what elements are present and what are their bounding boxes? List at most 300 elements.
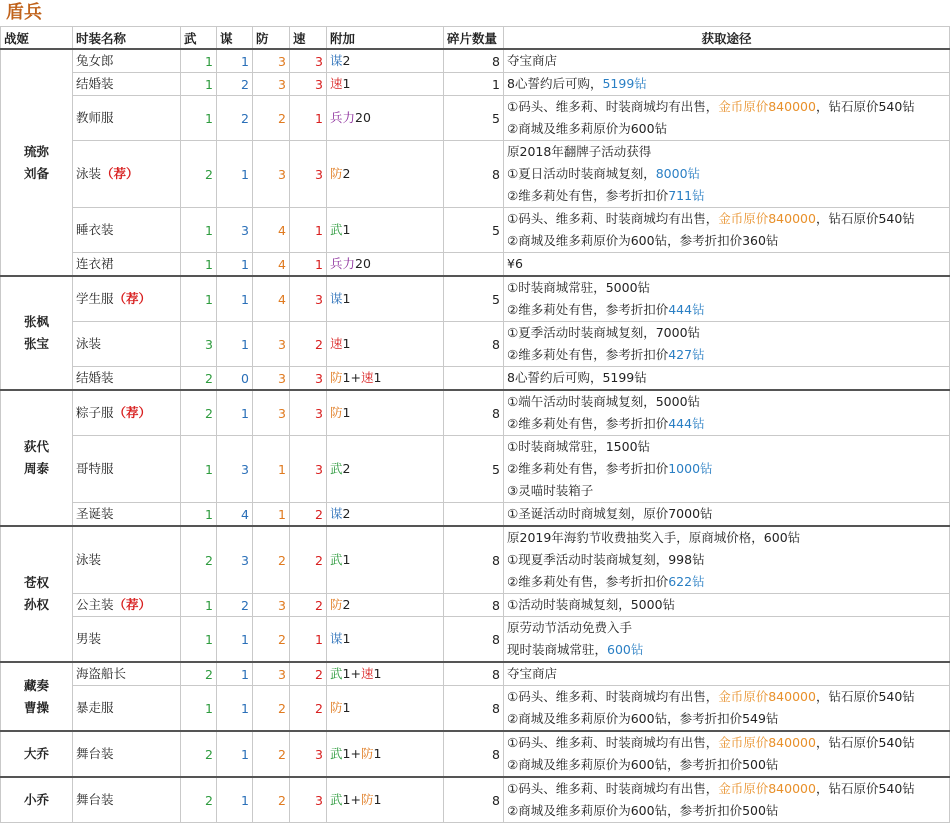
extra-bonus-cell: [327, 276, 444, 322]
stat-su: 2: [290, 662, 327, 686]
extra-bonus-cell: [327, 253, 444, 277]
acquisition-line: [507, 800, 946, 822]
extra-bonus-cell: [327, 594, 444, 617]
acquisition-line: [507, 617, 946, 639]
fragment-count: 8: [444, 617, 504, 663]
acquisition-cell: [504, 777, 950, 823]
extra-segment: 2: [342, 506, 351, 521]
extra-bonus-cell: [327, 436, 444, 503]
stat-su: 2: [290, 322, 327, 367]
acquisition-line: [507, 663, 946, 685]
fragment-count: [444, 253, 504, 277]
costume-name-cell: [73, 253, 181, 277]
recommend-tag: （荐）: [113, 291, 152, 306]
extra-segment: 谋: [330, 291, 343, 306]
acquisition-cell: [504, 367, 950, 391]
extra-segment: 1: [342, 405, 351, 420]
stat-fang: 2: [253, 777, 290, 823]
acquisition-line: [507, 230, 946, 252]
costume-name: 暴走服: [76, 700, 114, 715]
stat-wu: 2: [181, 526, 217, 594]
stat-mou: 3: [217, 526, 253, 594]
extra-segment: 防: [330, 597, 343, 612]
extra-segment: 速: [330, 336, 343, 351]
costume-name: 舞台装: [76, 792, 114, 807]
fragment-count: 8: [444, 322, 504, 367]
hero-name-cell: [1, 49, 73, 276]
hero-name-line: 曹操: [23, 699, 49, 715]
table-row: [1, 141, 950, 208]
extra-bonus-cell: [327, 367, 444, 391]
costume-name-line: [76, 367, 177, 389]
stat-fang: 3: [253, 49, 290, 73]
extra-segment: 1: [373, 666, 382, 681]
costume-name-cell: [73, 617, 181, 663]
acquisition-segment: ¥6: [507, 256, 523, 271]
costume-name: 粽子服: [76, 405, 114, 420]
hero-name-line: 孙权: [23, 597, 49, 612]
table-row: [1, 253, 950, 277]
stat-su: 2: [290, 594, 327, 617]
extra-bonus-line: [330, 697, 440, 719]
costume-name-line: [76, 628, 177, 650]
stat-wu: 1: [181, 208, 217, 253]
extra-bonus-cell: [327, 49, 444, 73]
extra-bonus-cell: [327, 662, 444, 686]
costume-name-cell: [73, 503, 181, 527]
stat-wu: 2: [181, 367, 217, 391]
costume-name: 圣诞装: [76, 506, 114, 521]
stat-mou: 2: [217, 96, 253, 141]
stat-wu: 1: [181, 73, 217, 96]
stat-mou: 1: [217, 777, 253, 823]
acquisition-segment: ①夏日活动时装商城复刻，: [507, 166, 656, 181]
acquisition-segment: 现时装商城常驻，: [507, 642, 608, 657]
stat-fang: 3: [253, 662, 290, 686]
acquisition-segment: 622钻: [668, 574, 705, 589]
costume-name: 泳装: [76, 166, 102, 181]
acquisition-line: [507, 503, 946, 525]
extra-segment: 速: [360, 370, 374, 385]
acquisition-segment: 8心誓约后可购，5199钻: [507, 370, 647, 385]
stat-fang: 2: [253, 96, 290, 141]
acquisition-line: [507, 73, 946, 95]
acquisition-line: [507, 594, 946, 616]
acquisition-segment: ，钻石原价540钻: [815, 211, 915, 226]
acquisition-segment: ，钻石原价540钻: [815, 781, 915, 796]
costume-name-line: [76, 594, 177, 616]
fragment-count: 8: [444, 526, 504, 594]
extra-bonus-cell: [327, 777, 444, 823]
acquisition-segment: ②维多莉处有售，参考折扣价: [507, 461, 669, 476]
acquisition-segment: ②维多莉处有售，参考折扣价: [507, 574, 669, 589]
stat-fang: 2: [253, 731, 290, 777]
extra-segment: 1+: [342, 792, 361, 807]
stat-su: 1: [290, 96, 327, 141]
acquisition-segment: ①码头、维多莉、时装商城均有出售，: [507, 689, 719, 704]
stat-wu: 2: [181, 731, 217, 777]
costume-name: 兔女郎: [76, 53, 114, 68]
header-costume-name: 时装名称: [73, 27, 181, 50]
extra-bonus-line: [330, 628, 440, 650]
extra-segment: 谋: [330, 506, 343, 521]
stat-wu: 1: [181, 49, 217, 73]
stat-wu: 1: [181, 503, 217, 527]
hero-name-line: 苍权: [23, 575, 49, 590]
fragment-count: 5: [444, 276, 504, 322]
table-row: [1, 73, 950, 96]
extra-segment: 1: [342, 552, 351, 567]
acquisition-line: [507, 639, 946, 661]
costume-name-cell: [73, 436, 181, 503]
acquisition-line: [507, 253, 946, 275]
table-row: [1, 367, 950, 391]
acquisition-cell: [504, 617, 950, 663]
hero-name-cell: [1, 731, 73, 777]
acquisition-segment: ②商城及维多莉原价为600钻，参考折扣价360钻: [507, 233, 779, 248]
stat-su: 3: [290, 436, 327, 503]
hero-name-line: 小乔: [23, 792, 49, 807]
stat-mou: 1: [217, 686, 253, 732]
acquisition-cell: [504, 436, 950, 503]
extra-segment: 1: [373, 746, 382, 761]
extra-bonus-line: [330, 73, 440, 95]
extra-bonus-cell: [327, 208, 444, 253]
acquisition-segment: ，钻石原价540钻: [815, 735, 915, 750]
acquisition-line: [507, 527, 946, 549]
acquisition-line: [507, 436, 946, 458]
costume-name-cell: [73, 73, 181, 96]
extra-segment: 兵力: [330, 256, 356, 271]
fragment-count: [444, 367, 504, 391]
table-row: [1, 686, 950, 732]
stat-wu: 1: [181, 617, 217, 663]
stat-wu: 1: [181, 436, 217, 503]
extra-bonus-cell: [327, 390, 444, 436]
extra-bonus-line: [330, 402, 440, 424]
stat-fang: 1: [253, 503, 290, 527]
hero-name-line: 刘备: [23, 165, 49, 181]
extra-bonus-cell: [327, 526, 444, 594]
stat-mou: 3: [217, 436, 253, 503]
extra-bonus-line: [330, 288, 440, 310]
acquisition-segment: ②商城及维多莉原价为600钻，参考折扣价549钻: [507, 711, 779, 726]
acquisition-segment: ②商城及维多莉原价为600钻: [507, 121, 668, 136]
hero-name-cell: [1, 526, 73, 662]
acquisition-segment: 原2019年海豹节收费抽奖入手，原商城价格，600钻: [507, 530, 801, 545]
costume-name-cell: [73, 594, 181, 617]
acquisition-segment: ②商城及维多莉原价为600钻，参考折扣价500钻: [507, 757, 779, 772]
hero-name-line: 张宝: [23, 336, 49, 351]
fragment-count: 5: [444, 208, 504, 253]
acquisition-segment: ①端午活动时装商城复刻，5000钻: [507, 394, 701, 409]
stat-mou: 1: [217, 731, 253, 777]
acquisition-segment: 711钻: [668, 188, 705, 203]
costume-name-cell: [73, 526, 181, 594]
extra-bonus-cell: [327, 141, 444, 208]
costume-name-line: [76, 163, 177, 185]
stat-wu: 1: [181, 253, 217, 277]
stat-wu: 1: [181, 686, 217, 732]
acquisition-segment: 444钻: [668, 416, 705, 431]
costume-name: 结婚装: [76, 76, 114, 91]
header-row: [1, 27, 950, 50]
fragment-count: 8: [444, 686, 504, 732]
extra-bonus-line: [330, 367, 440, 389]
extra-bonus-cell: [327, 503, 444, 527]
acquisition-segment: ①码头、维多莉、时装商城均有出售，: [507, 99, 719, 114]
stat-mou: 1: [217, 276, 253, 322]
extra-bonus-cell: [327, 731, 444, 777]
extra-segment: 1+: [342, 370, 361, 385]
stat-mou: 0: [217, 367, 253, 391]
fragment-count: 1: [444, 73, 504, 96]
stat-wu: 1: [181, 96, 217, 141]
table-row: [1, 390, 950, 436]
acquisition-cell: [504, 96, 950, 141]
acquisition-segment: ②商城及维多莉原价为600钻，参考折扣价500钻: [507, 803, 779, 818]
costume-name-cell: [73, 96, 181, 141]
table-row: [1, 322, 950, 367]
costume-table: [0, 26, 950, 823]
stat-mou: 2: [217, 594, 253, 617]
table-row: [1, 526, 950, 594]
acquisition-line: [507, 778, 946, 800]
costume-name: 睡衣装: [76, 222, 114, 237]
table-row: [1, 208, 950, 253]
acquisition-line: [507, 413, 946, 435]
acquisition-cell: [504, 390, 950, 436]
acquisition-segment: ②维多莉处有售，参考折扣价: [507, 302, 669, 317]
extra-segment: 1: [342, 700, 351, 715]
extra-segment: 武: [330, 666, 343, 681]
stat-su: 3: [290, 390, 327, 436]
stat-su: 3: [290, 777, 327, 823]
extra-segment: 1+: [342, 666, 361, 681]
fragment-count: 8: [444, 731, 504, 777]
stat-su: 3: [290, 73, 327, 96]
stat-fang: 2: [253, 686, 290, 732]
stat-su: 2: [290, 526, 327, 594]
acquisition-line: [507, 480, 946, 502]
header-acquisition: 获取途径: [504, 27, 950, 50]
table-row: [1, 276, 950, 322]
extra-bonus-cell: [327, 686, 444, 732]
stat-mou: 1: [217, 322, 253, 367]
table-row: [1, 617, 950, 663]
table-row: [1, 49, 950, 73]
table-row: [1, 731, 950, 777]
header-hero: 战姬: [1, 27, 73, 50]
extra-bonus-line: [330, 458, 440, 480]
extra-segment: 1: [373, 370, 382, 385]
acquisition-segment: 夺宝商店: [507, 666, 558, 681]
hero-name-line: 藏奏: [23, 677, 49, 693]
extra-segment: 1: [342, 76, 351, 91]
acquisition-segment: 原2018年翻牌子活动获得: [507, 144, 652, 159]
extra-segment: 速: [360, 666, 374, 681]
stat-wu: 1: [181, 276, 217, 322]
hero-name-line: 荻代: [23, 439, 49, 454]
acquisition-segment: 原劳动节活动免费入手: [507, 620, 633, 635]
fragment-count: 8: [444, 390, 504, 436]
acquisition-line: [507, 50, 946, 72]
stat-fang: 2: [253, 526, 290, 594]
costume-name-line: [76, 743, 177, 765]
acquisition-segment: ①活动时装商城复刻，5000钻: [507, 597, 676, 612]
extra-segment: 防: [330, 166, 343, 181]
extra-bonus-line: [330, 163, 440, 185]
acquisition-segment: ①圣诞活动时商城复刻，原价7000钻: [507, 506, 713, 521]
extra-bonus-line: [330, 253, 440, 275]
stat-fang: 4: [253, 253, 290, 277]
acquisition-segment: ，钻石原价540钻: [815, 689, 915, 704]
acquisition-segment: ①现夏季活动时装商城复刻，998钻: [507, 552, 705, 567]
costume-name-line: [76, 107, 177, 129]
acquisition-segment: ②维多莉处有售，参考折扣价: [507, 416, 669, 431]
stat-wu: 2: [181, 141, 217, 208]
extra-segment: 2: [342, 461, 351, 476]
costume-name-line: [76, 253, 177, 275]
extra-bonus-cell: [327, 73, 444, 96]
costume-name-cell: [73, 49, 181, 73]
acquisition-segment: ①码头、维多莉、时装商城均有出售，: [507, 211, 719, 226]
acquisition-cell: [504, 322, 950, 367]
acquisition-segment: ③灵喵时装箱子: [507, 483, 594, 498]
stat-su: 3: [290, 731, 327, 777]
acquisition-line: [507, 391, 946, 413]
table-row: [1, 436, 950, 503]
costume-name-cell: [73, 208, 181, 253]
hero-name-line: 琉弥: [23, 143, 49, 159]
costume-name: 结婚装: [76, 370, 114, 385]
acquisition-segment: ②维多莉处有售，参考折扣价: [507, 188, 669, 203]
costume-name-cell: [73, 141, 181, 208]
extra-segment: 1: [342, 291, 351, 306]
fragment-count: 5: [444, 436, 504, 503]
stat-su: 3: [290, 367, 327, 391]
extra-segment: 武: [330, 552, 343, 567]
extra-bonus-line: [330, 663, 440, 685]
acquisition-line: [507, 141, 946, 163]
fragment-count: [444, 503, 504, 527]
costume-name: 学生服: [76, 291, 114, 306]
stat-mou: 1: [217, 49, 253, 73]
stat-fang: 3: [253, 141, 290, 208]
costume-name-line: [76, 503, 177, 525]
table-row: [1, 503, 950, 527]
extra-bonus-cell: [327, 96, 444, 141]
costume-name: 男装: [76, 631, 102, 646]
table-body: [1, 49, 950, 823]
extra-bonus-line: [330, 333, 440, 355]
fragment-count: 5: [444, 96, 504, 141]
acquisition-line: [507, 458, 946, 480]
costume-name: 教师服: [76, 110, 114, 125]
stat-mou: 1: [217, 617, 253, 663]
extra-bonus-cell: [327, 617, 444, 663]
stat-su: 1: [290, 208, 327, 253]
extra-segment: 防: [330, 370, 343, 385]
stat-su: 2: [290, 686, 327, 732]
costume-name: 公主装: [76, 597, 114, 612]
extra-segment: 20: [355, 110, 371, 125]
extra-bonus-line: [330, 594, 440, 616]
extra-bonus-line: [330, 789, 440, 811]
costume-name: 泳装: [76, 552, 102, 567]
stat-wu: 2: [181, 777, 217, 823]
extra-bonus-line: [330, 219, 440, 241]
table-row: [1, 96, 950, 141]
extra-segment: 防: [330, 700, 343, 715]
extra-bonus-line: [330, 107, 440, 129]
acquisition-line: [507, 367, 946, 389]
costume-name-line: [76, 402, 177, 424]
costume-name-line: [76, 789, 177, 811]
acquisition-segment: 夺宝商店: [507, 53, 558, 68]
acquisition-cell: [504, 686, 950, 732]
recommend-tag: （荐）: [101, 166, 139, 181]
acquisition-line: [507, 163, 946, 185]
extra-segment: 1: [342, 222, 351, 237]
hero-name-cell: [1, 662, 73, 731]
header-fang: 防: [253, 27, 290, 50]
fragment-count: 8: [444, 777, 504, 823]
costume-name-line: [76, 549, 177, 571]
header-su: 速: [290, 27, 327, 50]
extra-segment: 2: [342, 166, 351, 181]
costume-name-line: [76, 458, 177, 480]
acquisition-segment: 1000钻: [668, 461, 713, 476]
fragment-count: 8: [444, 662, 504, 686]
extra-bonus-line: [330, 743, 440, 765]
extra-segment: 1: [373, 792, 382, 807]
costume-name-cell: [73, 731, 181, 777]
hero-name-line: 周泰: [23, 461, 49, 476]
extra-segment: 兵力: [330, 110, 356, 125]
header-extra: 附加: [327, 27, 444, 50]
acquisition-segment: ①时装商城常驻，1500钻: [507, 439, 651, 454]
extra-segment: 谋: [330, 53, 343, 68]
stat-fang: 1: [253, 436, 290, 503]
stat-wu: 2: [181, 390, 217, 436]
stat-fang: 3: [253, 73, 290, 96]
costume-name-line: [76, 333, 177, 355]
stat-mou: 1: [217, 390, 253, 436]
acquisition-segment: 金币原价840000: [718, 211, 816, 226]
costume-name: 哥特服: [76, 461, 114, 476]
extra-segment: 2: [342, 53, 351, 68]
extra-bonus-line: [330, 549, 440, 571]
extra-segment: 防: [360, 792, 374, 807]
costume-name-cell: [73, 390, 181, 436]
extra-segment: 武: [330, 461, 343, 476]
extra-segment: 武: [330, 222, 343, 237]
hero-name-cell: [1, 390, 73, 526]
acquisition-segment: ②维多莉处有售，参考折扣价: [507, 347, 669, 362]
acquisition-line: [507, 571, 946, 593]
stat-wu: 1: [181, 594, 217, 617]
costume-name: 泳装: [76, 336, 102, 351]
acquisition-line: [507, 686, 946, 708]
stat-fang: 4: [253, 208, 290, 253]
acquisition-segment: 金币原价840000: [718, 99, 816, 114]
hero-name-cell: [1, 276, 73, 390]
stat-su: 1: [290, 253, 327, 277]
stat-fang: 3: [253, 367, 290, 391]
extra-segment: 谋: [330, 631, 343, 646]
acquisition-segment: 金币原价840000: [718, 781, 816, 796]
